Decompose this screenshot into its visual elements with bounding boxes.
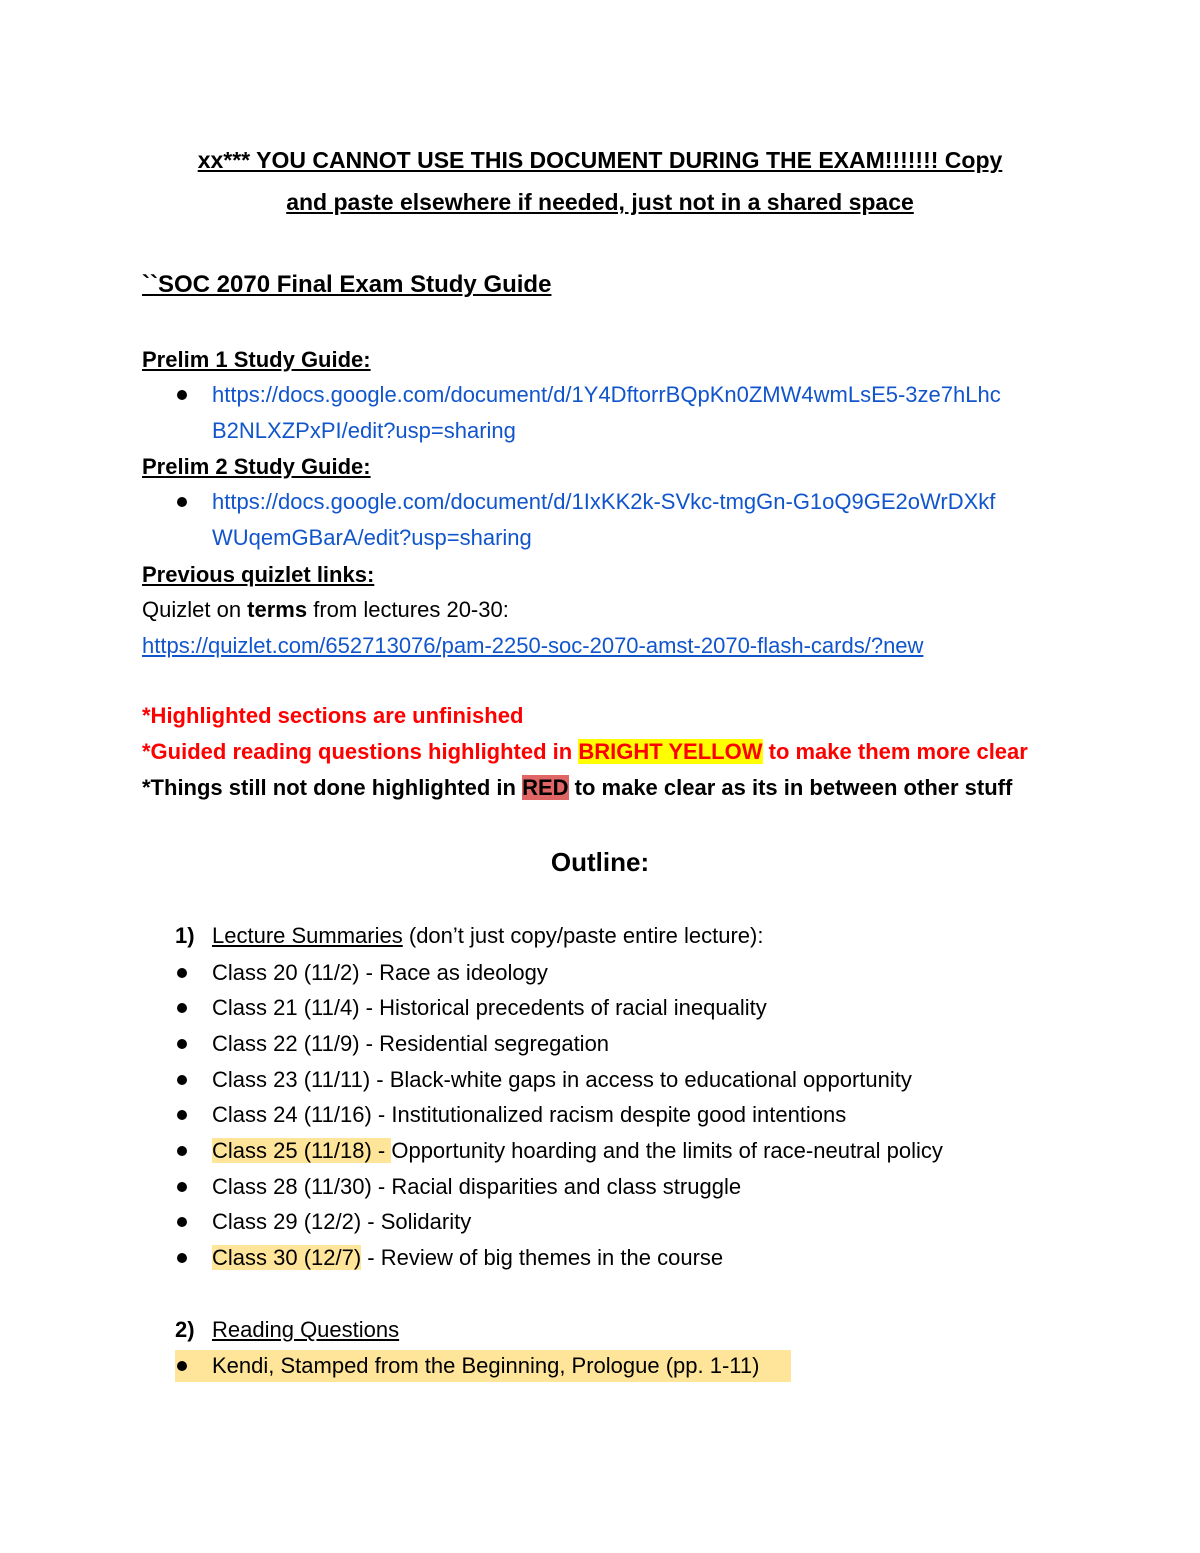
warning-line-1: xx*** YOU CANNOT USE THIS DOCUMENT DURING THE EXAM!!!!!!! Copy — [197, 147, 1003, 173]
class-topic: Solidarity — [380, 1209, 472, 1234]
reading-item: Kendi, Stamped from the Beginning, Prologue (pp. 1-11) — [212, 1353, 760, 1378]
list-item — [212, 993, 767, 1023]
list-item — [212, 1029, 609, 1059]
list-item — [212, 1065, 912, 1095]
section1-suffix: (don’t just copy/paste entire lecture): — [402, 923, 764, 948]
quizlet-label: Previous quizlet links: — [142, 562, 375, 587]
class-label: Class 20 (11/2) - — [212, 960, 380, 985]
list-item — [212, 1207, 471, 1237]
section2-number: 2) — [175, 1317, 195, 1342]
class-topic: Black-white gaps in access to educational opportunity — [389, 1067, 912, 1092]
list-item — [212, 1100, 846, 1130]
note-things-post: to make clear as its in between other stuff — [568, 775, 1013, 800]
class-label: Class 22 (11/9) - — [212, 1031, 380, 1056]
class-topic: Institutionalized racism despite good intentions — [391, 1102, 847, 1127]
prelim1-label: Prelim 1 Study Guide: — [142, 347, 371, 372]
warning-line-2: and paste elsewhere if needed, just not in a shared space — [286, 189, 914, 215]
doc-title: ``SOC 2070 Final Exam Study Guide — [142, 271, 552, 298]
bullet-icon — [177, 1003, 187, 1013]
class-label: Class 29 (12/2) - — [212, 1209, 381, 1234]
note-highlighted: *Highlighted sections are unfinished — [142, 703, 524, 728]
quizlet-desc-bold: terms — [247, 597, 308, 622]
bullet-icon — [177, 1075, 187, 1085]
class-label: Class 30 (12/7) — [212, 1245, 362, 1270]
class-label: Class 21 (11/4) - — [212, 995, 380, 1020]
note-guided-post: to make them more clear — [762, 739, 1028, 764]
note-guided — [142, 737, 1028, 767]
prelim2-link-line1[interactable]: https://docs.google.com/document/d/1IxKK2k-SVkc-tmgGn-G1oQ9GE2oWrDXkf — [212, 489, 996, 514]
bullet-icon — [177, 497, 187, 507]
note-things — [142, 773, 1012, 803]
class-topic: Opportunity hoarding and the limits of race-neutral policy — [391, 1138, 943, 1163]
quizlet-desc-post: from lectures 20-30: — [307, 597, 509, 622]
section1-title: Lecture Summaries — [212, 923, 403, 948]
prelim2-link-line2[interactable]: WUqemGBarA/edit?usp=sharing — [212, 525, 532, 550]
bullet-icon — [177, 1110, 187, 1120]
note-guided-pre: *Guided reading questions highlighted in — [142, 739, 579, 764]
bullet-icon — [177, 1217, 187, 1227]
bullet-icon — [177, 1146, 187, 1156]
prelim1-link-line1[interactable]: https://docs.google.com/document/d/1Y4DftorrBQpKn0ZMW4wmLsE5-3ze7hLhc — [212, 382, 1001, 407]
bullet-icon — [177, 1361, 187, 1371]
class-topic: Residential segregation — [379, 1031, 610, 1056]
bullet-icon — [177, 968, 187, 978]
bullet-icon — [177, 1182, 187, 1192]
quizlet-link[interactable]: https://quizlet.com/652713076/pam-2250-soc-2070-amst-2070-flash-cards/?new — [142, 633, 924, 658]
outline-title: Outline: — [550, 847, 650, 877]
note-guided-highlight: BRIGHT YELLOW — [578, 739, 763, 764]
section1-number: 1) — [175, 923, 195, 948]
quizlet-description — [142, 595, 509, 625]
section1-heading — [212, 921, 763, 951]
class-label: Class 23 (11/11) - — [212, 1067, 390, 1092]
quizlet-desc-pre: Quizlet on — [142, 597, 248, 622]
prelim1-link-line2[interactable]: B2NLXZPxPI/edit?usp=sharing — [212, 418, 516, 443]
section2-title: Reading Questions — [212, 1317, 400, 1342]
class-label: Class 25 (11/18) - — [212, 1138, 392, 1163]
prelim2-label: Prelim 2 Study Guide: — [142, 454, 371, 479]
list-item — [212, 1172, 741, 1202]
class-label: Class 28 (11/30) - — [212, 1174, 392, 1199]
list-item — [212, 958, 548, 988]
bullet-icon — [177, 1039, 187, 1049]
bullet-icon — [177, 390, 187, 400]
list-item — [212, 1136, 943, 1166]
class-topic: Racial disparities and class struggle — [391, 1174, 742, 1199]
class-label: Class 24 (11/16) - — [212, 1102, 392, 1127]
class-topic: Race as ideology — [379, 960, 548, 985]
note-things-highlight: RED — [522, 775, 569, 800]
class-topic: - Review of big themes in the course — [361, 1245, 724, 1270]
class-topic: Historical precedents of racial inequality — [379, 995, 767, 1020]
list-item — [212, 1243, 723, 1273]
bullet-icon — [177, 1253, 187, 1263]
note-things-pre: *Things still not done highlighted in — [142, 775, 523, 800]
